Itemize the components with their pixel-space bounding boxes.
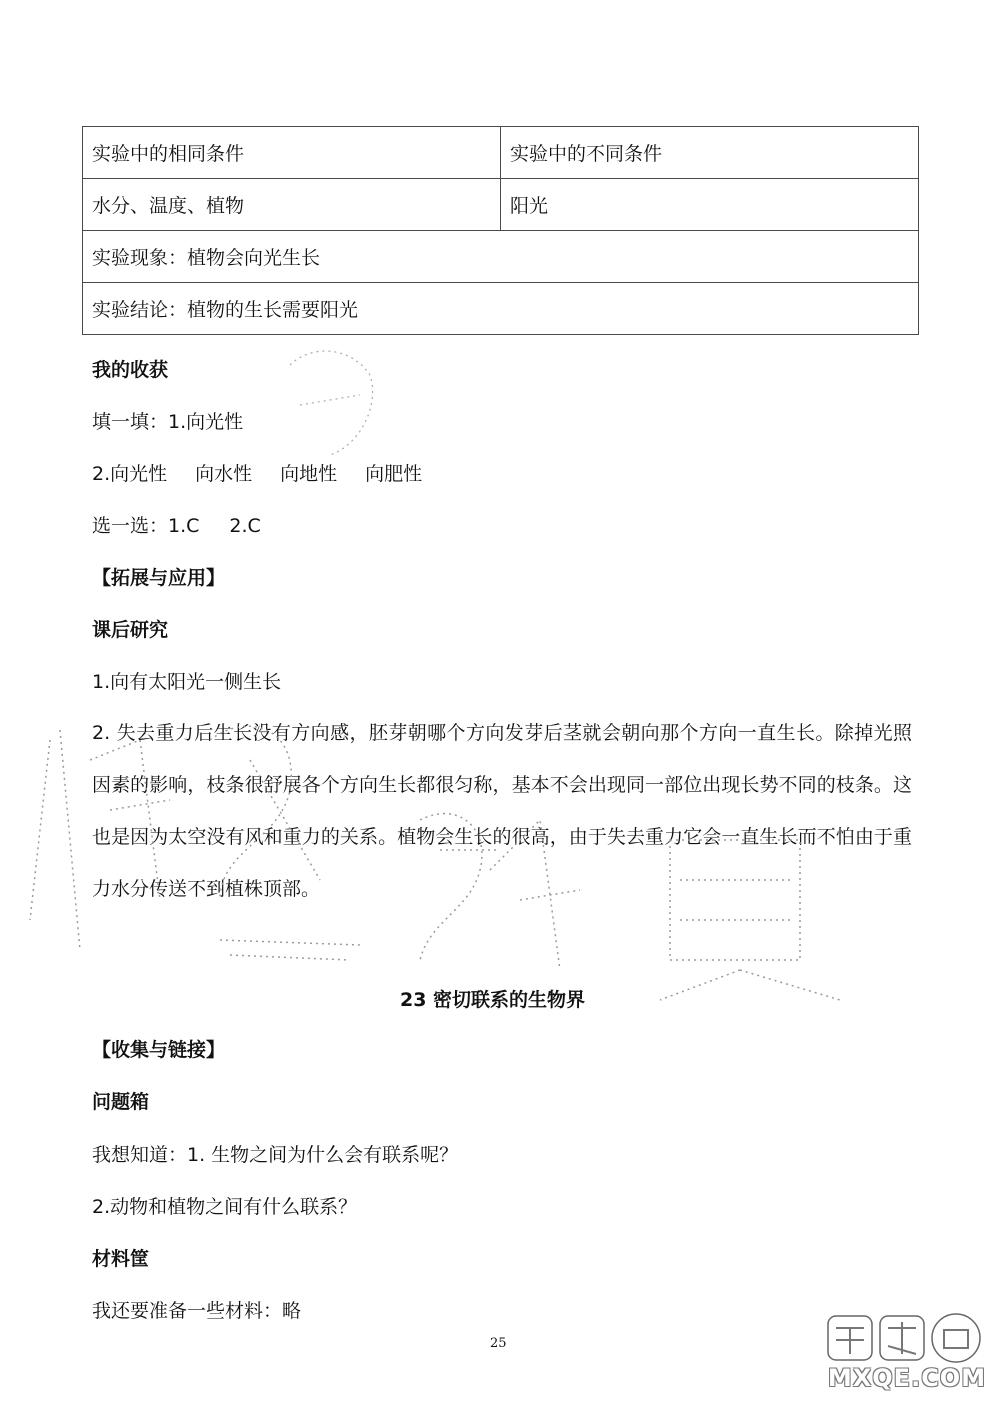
conclusion-cell: 实验结论：植物的生长需要阳光 bbox=[83, 283, 919, 335]
fill-line-1: 填一填：1.向光性 bbox=[92, 411, 244, 433]
collect-heading: 【收集与链接】 bbox=[92, 1039, 226, 1061]
research-item-2: 2. 失去重力后生长没有方向感，胚芽朝哪个方向发芽后茎就会朝向那个方向一直生长。除掉光照因素的影响，枝条很舒展各个方向生长都很匀称，基本不会出现同一部位出现长势不同的枝条。这也是因为太空没有风和重力的关系。植物会生长的很高，由于失去重力它会一直生长而不怕由于重力水分传送不到植株顶部。 bbox=[92, 722, 912, 900]
page-number: 25 bbox=[490, 1336, 507, 1351]
research-heading: 课后研究 bbox=[92, 619, 169, 641]
table-row bbox=[83, 231, 919, 283]
question-2: 2.动物和植物之间有什么联系？ bbox=[92, 1196, 358, 1218]
table-cell: 阳光 bbox=[501, 179, 919, 231]
choose-line bbox=[92, 511, 291, 538]
phenomenon-cell: 实验现象：植物会向光生长 bbox=[83, 231, 919, 283]
fill-answer: 2.向光性 bbox=[92, 463, 168, 485]
watermark-outline bbox=[270, 345, 390, 465]
choice-answer: 2.C bbox=[229, 515, 261, 537]
extend-heading: 【拓展与应用】 bbox=[92, 567, 226, 589]
research-item-1: 1.向有太阳光一侧生长 bbox=[92, 671, 282, 693]
choice-answer: 选一选：1.C bbox=[92, 515, 200, 537]
table-cell: 实验中的相同条件 bbox=[83, 127, 501, 179]
fill-answer: 向肥性 bbox=[365, 463, 423, 485]
table-cell: 实验中的不同条件 bbox=[501, 127, 919, 179]
table-row bbox=[83, 283, 919, 335]
material-line: 我还要准备一些材料：略 bbox=[92, 1300, 302, 1322]
table-cell: 水分、温度、植物 bbox=[83, 179, 501, 231]
material-box-heading: 材料筐 bbox=[92, 1248, 150, 1270]
site-url-watermark: MXQE.COM bbox=[827, 1364, 987, 1392]
fill-answer: 向水性 bbox=[195, 463, 253, 485]
experiment-table bbox=[82, 126, 919, 335]
question-box-heading: 问题箱 bbox=[92, 1091, 150, 1113]
question-1: 我想知道：1. 生物之间为什么会有联系呢？ bbox=[92, 1144, 459, 1166]
fill-answer: 向地性 bbox=[280, 463, 338, 485]
lesson-title: 23 密切联系的生物界 bbox=[400, 989, 586, 1011]
table-row bbox=[83, 179, 919, 231]
gain-heading: 我的收获 bbox=[92, 359, 169, 381]
table-row bbox=[83, 127, 919, 179]
